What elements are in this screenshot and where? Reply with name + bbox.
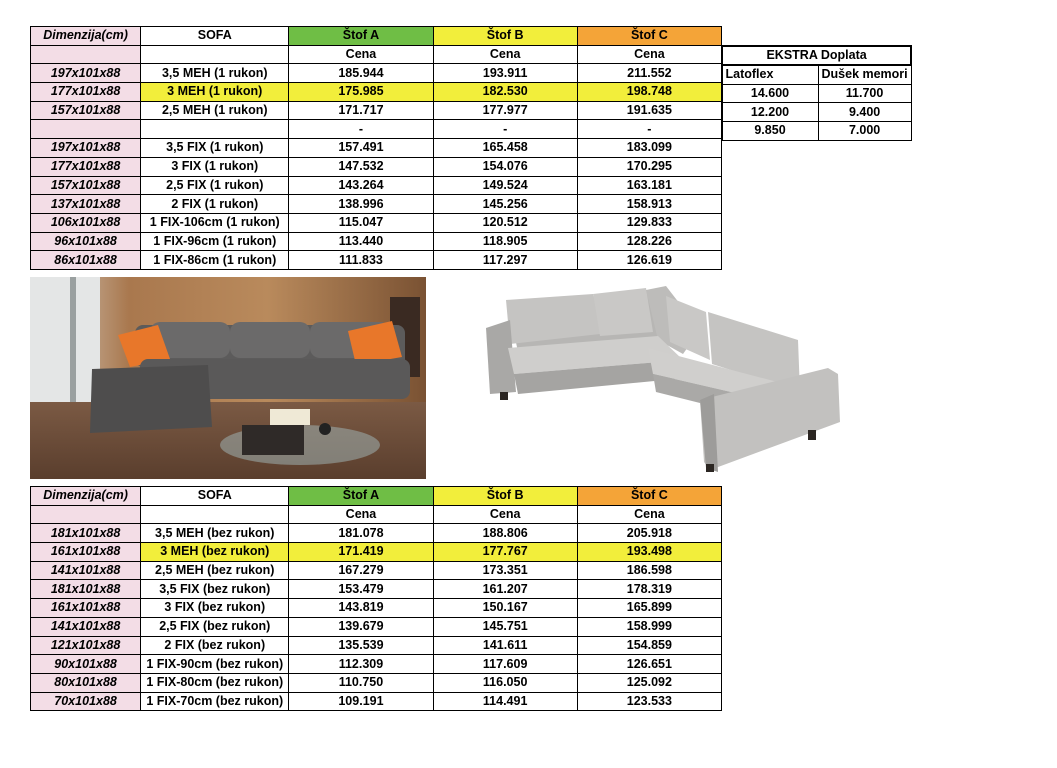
dimension-cell: 161x101x88 — [31, 543, 141, 562]
header-stof-c: Štof C — [577, 487, 721, 506]
table-row — [31, 157, 722, 176]
price-b-cell: 117.609 — [433, 655, 577, 674]
header-stof-a: Štof A — [289, 487, 433, 506]
dimension-cell: 177x101x88 — [31, 83, 141, 102]
dimension-cell: 197x101x88 — [31, 64, 141, 83]
price-a-cell: 143.819 — [289, 599, 433, 618]
dimension-cell: 96x101x88 — [31, 232, 141, 251]
price-b-cell: 161.207 — [433, 580, 577, 599]
price-a-cell: 112.309 — [289, 655, 433, 674]
price-c-cell: 158.999 — [577, 617, 721, 636]
table-row — [31, 232, 722, 251]
dimension-cell: 106x101x88 — [31, 213, 141, 232]
model-cell: 2,5 MEH (bez rukon) — [141, 561, 289, 580]
price-b-cell: - — [433, 120, 577, 139]
price-a-cell: 138.996 — [289, 195, 433, 214]
price-b-cell: 116.050 — [433, 673, 577, 692]
header-row — [31, 27, 722, 46]
price-b-cell: 118.905 — [433, 232, 577, 251]
price-c-cell: 198.748 — [577, 83, 721, 102]
price-c-cell: 126.651 — [577, 655, 721, 674]
price-c-cell: 211.552 — [577, 64, 721, 83]
price-table-with-armrest — [30, 26, 722, 270]
subheader-cena-c: Cena — [577, 45, 721, 64]
model-cell: 1 FIX-106cm (1 rukon) — [141, 213, 289, 232]
table-row — [31, 64, 722, 83]
dimension-cell: 141x101x88 — [31, 561, 141, 580]
model-cell: 3 FIX (bez rukon) — [141, 599, 289, 618]
table-row — [31, 120, 722, 139]
dimension-cell: 121x101x88 — [31, 636, 141, 655]
price-c-cell: 154.859 — [577, 636, 721, 655]
price-c-cell: 193.498 — [577, 543, 721, 562]
price-b-cell: 154.076 — [433, 157, 577, 176]
model-cell: 3,5 MEH (bez rukon) — [141, 524, 289, 543]
table-row — [31, 655, 722, 674]
price-a-cell: - — [289, 120, 433, 139]
latoflex-cell: 9.850 — [722, 122, 818, 141]
price-b-cell: 182.530 — [433, 83, 577, 102]
model-cell: 3,5 FIX (bez rukon) — [141, 580, 289, 599]
dusek-cell: 7.000 — [818, 122, 911, 141]
price-b-cell: 150.167 — [433, 599, 577, 618]
model-cell: 2,5 FIX (bez rukon) — [141, 617, 289, 636]
subheader-row — [31, 45, 722, 64]
table-row — [31, 636, 722, 655]
price-a-cell: 111.833 — [289, 251, 433, 270]
extra-surcharge-table — [721, 45, 912, 141]
model-cell: 2 FIX (1 rukon) — [141, 195, 289, 214]
table-row — [31, 139, 722, 158]
dusek-cell: 11.700 — [818, 84, 911, 103]
table-row — [31, 599, 722, 618]
subheader-cena-a: Cena — [289, 45, 433, 64]
price-b-cell: 117.297 — [433, 251, 577, 270]
model-cell: 1 FIX-86cm (1 rukon) — [141, 251, 289, 270]
dimension-cell: 181x101x88 — [31, 524, 141, 543]
table-row — [31, 213, 722, 232]
sofa-photo-dark — [30, 277, 426, 479]
price-a-cell: 109.191 — [289, 692, 433, 711]
model-cell: 1 FIX-70cm (bez rukon) — [141, 692, 289, 711]
price-a-cell: 167.279 — [289, 561, 433, 580]
extra-title: EKSTRA Doplata — [722, 46, 911, 65]
model-cell: 2,5 FIX (1 rukon) — [141, 176, 289, 195]
subheader-sofa-empty — [141, 505, 289, 524]
price-b-cell: 141.611 — [433, 636, 577, 655]
table-row — [31, 195, 722, 214]
header-sofa: SOFA — [141, 27, 289, 46]
dimension-cell — [31, 120, 141, 139]
subheader-cena-c: Cena — [577, 505, 721, 524]
price-a-cell: 157.491 — [289, 139, 433, 158]
header-stof-c: Štof C — [577, 27, 721, 46]
model-cell: 2,5 MEH (1 rukon) — [141, 101, 289, 120]
dimension-cell: 80x101x88 — [31, 673, 141, 692]
dimension-cell: 70x101x88 — [31, 692, 141, 711]
price-a-cell: 113.440 — [289, 232, 433, 251]
table-row — [722, 122, 911, 141]
header-dimension: Dimenzija(cm) — [31, 27, 141, 46]
price-c-cell: 129.833 — [577, 213, 721, 232]
extra-header-latoflex: Latoflex — [722, 65, 818, 84]
price-b-cell: 145.256 — [433, 195, 577, 214]
price-c-cell: 205.918 — [577, 524, 721, 543]
price-c-cell: 191.635 — [577, 101, 721, 120]
price-b-cell: 165.458 — [433, 139, 577, 158]
model-cell: 3,5 FIX (1 rukon) — [141, 139, 289, 158]
subheader-cena-a: Cena — [289, 505, 433, 524]
price-c-cell: 158.913 — [577, 195, 721, 214]
latoflex-cell: 12.200 — [722, 103, 818, 122]
price-b-cell: 173.351 — [433, 561, 577, 580]
price-b-cell: 120.512 — [433, 213, 577, 232]
header-stof-b: Štof B — [433, 487, 577, 506]
table-row — [31, 101, 722, 120]
price-a-cell: 171.419 — [289, 543, 433, 562]
price-a-cell: 175.985 — [289, 83, 433, 102]
dimension-cell: 137x101x88 — [31, 195, 141, 214]
price-c-cell: 165.899 — [577, 599, 721, 618]
subheader-cena-b: Cena — [433, 45, 577, 64]
table-row — [31, 617, 722, 636]
table-row-highlighted — [31, 543, 722, 562]
subheader-dimension-empty — [31, 505, 141, 524]
price-b-cell: 188.806 — [433, 524, 577, 543]
sofa-dark-illustration — [30, 277, 426, 479]
dimension-cell: 86x101x88 — [31, 251, 141, 270]
price-c-cell: 163.181 — [577, 176, 721, 195]
table-row — [31, 692, 722, 711]
table-row — [722, 84, 911, 103]
price-c-cell: - — [577, 120, 721, 139]
price-a-cell: 115.047 — [289, 213, 433, 232]
model-cell: 1 FIX-90cm (bez rukon) — [141, 655, 289, 674]
table-row-highlighted — [31, 83, 722, 102]
price-a-cell: 171.717 — [289, 101, 433, 120]
price-c-cell: 183.099 — [577, 139, 721, 158]
dimension-cell: 161x101x88 — [31, 599, 141, 618]
price-b-cell: 177.767 — [433, 543, 577, 562]
dimension-cell: 90x101x88 — [31, 655, 141, 674]
subheader-dimension-empty — [31, 45, 141, 64]
price-c-cell: 186.598 — [577, 561, 721, 580]
latoflex-cell: 14.600 — [722, 84, 818, 103]
price-b-cell: 145.751 — [433, 617, 577, 636]
header-row — [31, 487, 722, 506]
subheader-cena-b: Cena — [433, 505, 577, 524]
model-cell: 3 MEH (1 rukon) — [141, 83, 289, 102]
table-row — [31, 673, 722, 692]
table-row — [31, 580, 722, 599]
model-cell: 1 FIX-96cm (1 rukon) — [141, 232, 289, 251]
dimension-cell: 197x101x88 — [31, 139, 141, 158]
price-a-cell: 110.750 — [289, 673, 433, 692]
header-sofa: SOFA — [141, 487, 289, 506]
header-stof-a: Štof A — [289, 27, 433, 46]
price-a-cell: 185.944 — [289, 64, 433, 83]
extra-header-dusek: Dušek memori — [818, 65, 911, 84]
price-a-cell: 153.479 — [289, 580, 433, 599]
sofa-gray-illustration — [478, 282, 852, 474]
price-c-cell: 123.533 — [577, 692, 721, 711]
price-c-cell: 170.295 — [577, 157, 721, 176]
table-row — [31, 176, 722, 195]
dimension-cell: 177x101x88 — [31, 157, 141, 176]
header-dimension: Dimenzija(cm) — [31, 487, 141, 506]
price-b-cell: 193.911 — [433, 64, 577, 83]
price-b-cell: 177.977 — [433, 101, 577, 120]
table-row — [31, 251, 722, 270]
price-c-cell: 126.619 — [577, 251, 721, 270]
price-a-cell: 147.532 — [289, 157, 433, 176]
header-stof-b: Štof B — [433, 27, 577, 46]
dimension-cell: 157x101x88 — [31, 176, 141, 195]
price-c-cell: 178.319 — [577, 580, 721, 599]
table-row — [31, 561, 722, 580]
table-row — [722, 103, 911, 122]
dimension-cell: 181x101x88 — [31, 580, 141, 599]
subheader-sofa-empty — [141, 45, 289, 64]
dimension-cell: 141x101x88 — [31, 617, 141, 636]
price-b-cell: 114.491 — [433, 692, 577, 711]
model-cell: 2 FIX (bez rukon) — [141, 636, 289, 655]
dusek-cell: 9.400 — [818, 103, 911, 122]
price-c-cell: 125.092 — [577, 673, 721, 692]
price-a-cell: 143.264 — [289, 176, 433, 195]
model-cell — [141, 120, 289, 139]
dimension-cell: 157x101x88 — [31, 101, 141, 120]
model-cell: 3,5 MEH (1 rukon) — [141, 64, 289, 83]
price-table-without-armrest — [30, 486, 722, 711]
model-cell: 3 FIX (1 rukon) — [141, 157, 289, 176]
sofa-photo-gray-corner — [478, 282, 852, 474]
model-cell: 3 MEH (bez rukon) — [141, 543, 289, 562]
price-c-cell: 128.226 — [577, 232, 721, 251]
price-a-cell: 181.078 — [289, 524, 433, 543]
subheader-row — [31, 505, 722, 524]
price-a-cell: 135.539 — [289, 636, 433, 655]
price-b-cell: 149.524 — [433, 176, 577, 195]
table-row — [31, 524, 722, 543]
price-a-cell: 139.679 — [289, 617, 433, 636]
model-cell: 1 FIX-80cm (bez rukon) — [141, 673, 289, 692]
